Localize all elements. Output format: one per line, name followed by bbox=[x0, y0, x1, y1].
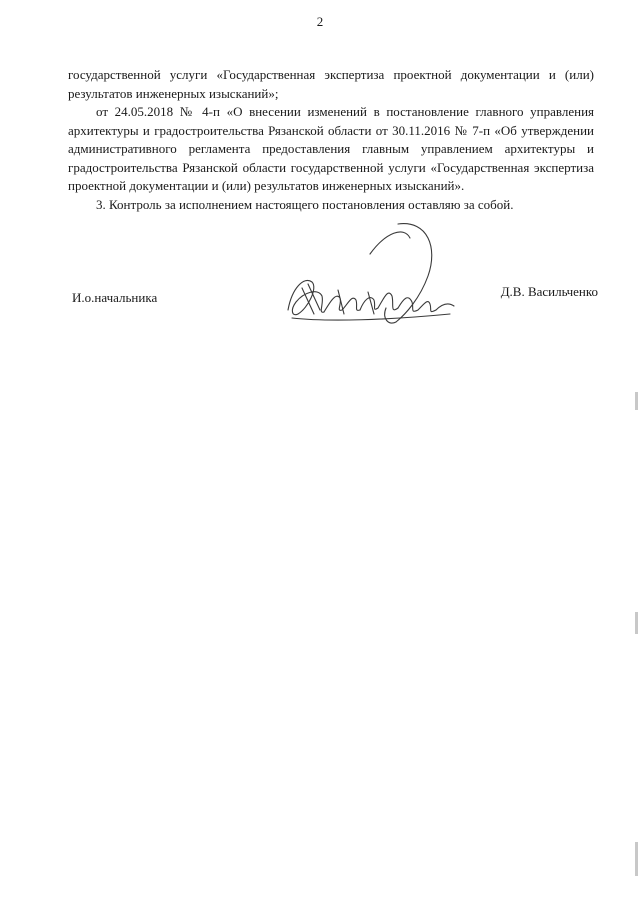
signature-block bbox=[0, 284, 640, 344]
document-body bbox=[68, 66, 594, 214]
signatory-name: Д.В. Васильченко bbox=[500, 284, 598, 299]
scan-edge-mark bbox=[635, 612, 638, 634]
scan-edge-mark bbox=[635, 392, 638, 410]
paragraph-control-clause: 3. Контроль за исполнением настоящего постановления оставляю за собой. bbox=[96, 196, 514, 212]
signatory-position: И.о.начальника bbox=[72, 290, 158, 305]
page-number: 2 bbox=[316, 14, 324, 29]
paragraph-amendment-reference: от 24.05.2018 № 4-п «О внесении изменений в постановление главного управления архитектуры и градостроительства Рязанской области от 30.11.2016 № 7-п «Об утверждении административного регламента предоставления главным управлением архитектуры и градостроительства Рязанской области государственной услуги «Государственная экспертиза проектной документации и (или) результатов инженерных изысканий». bbox=[68, 104, 594, 193]
scan-edge-mark bbox=[635, 842, 638, 876]
paragraph-continuation: государственной услуги «Государственная экспертиза проектной документации и (или) результатов инженерных изысканий»; bbox=[68, 67, 594, 101]
